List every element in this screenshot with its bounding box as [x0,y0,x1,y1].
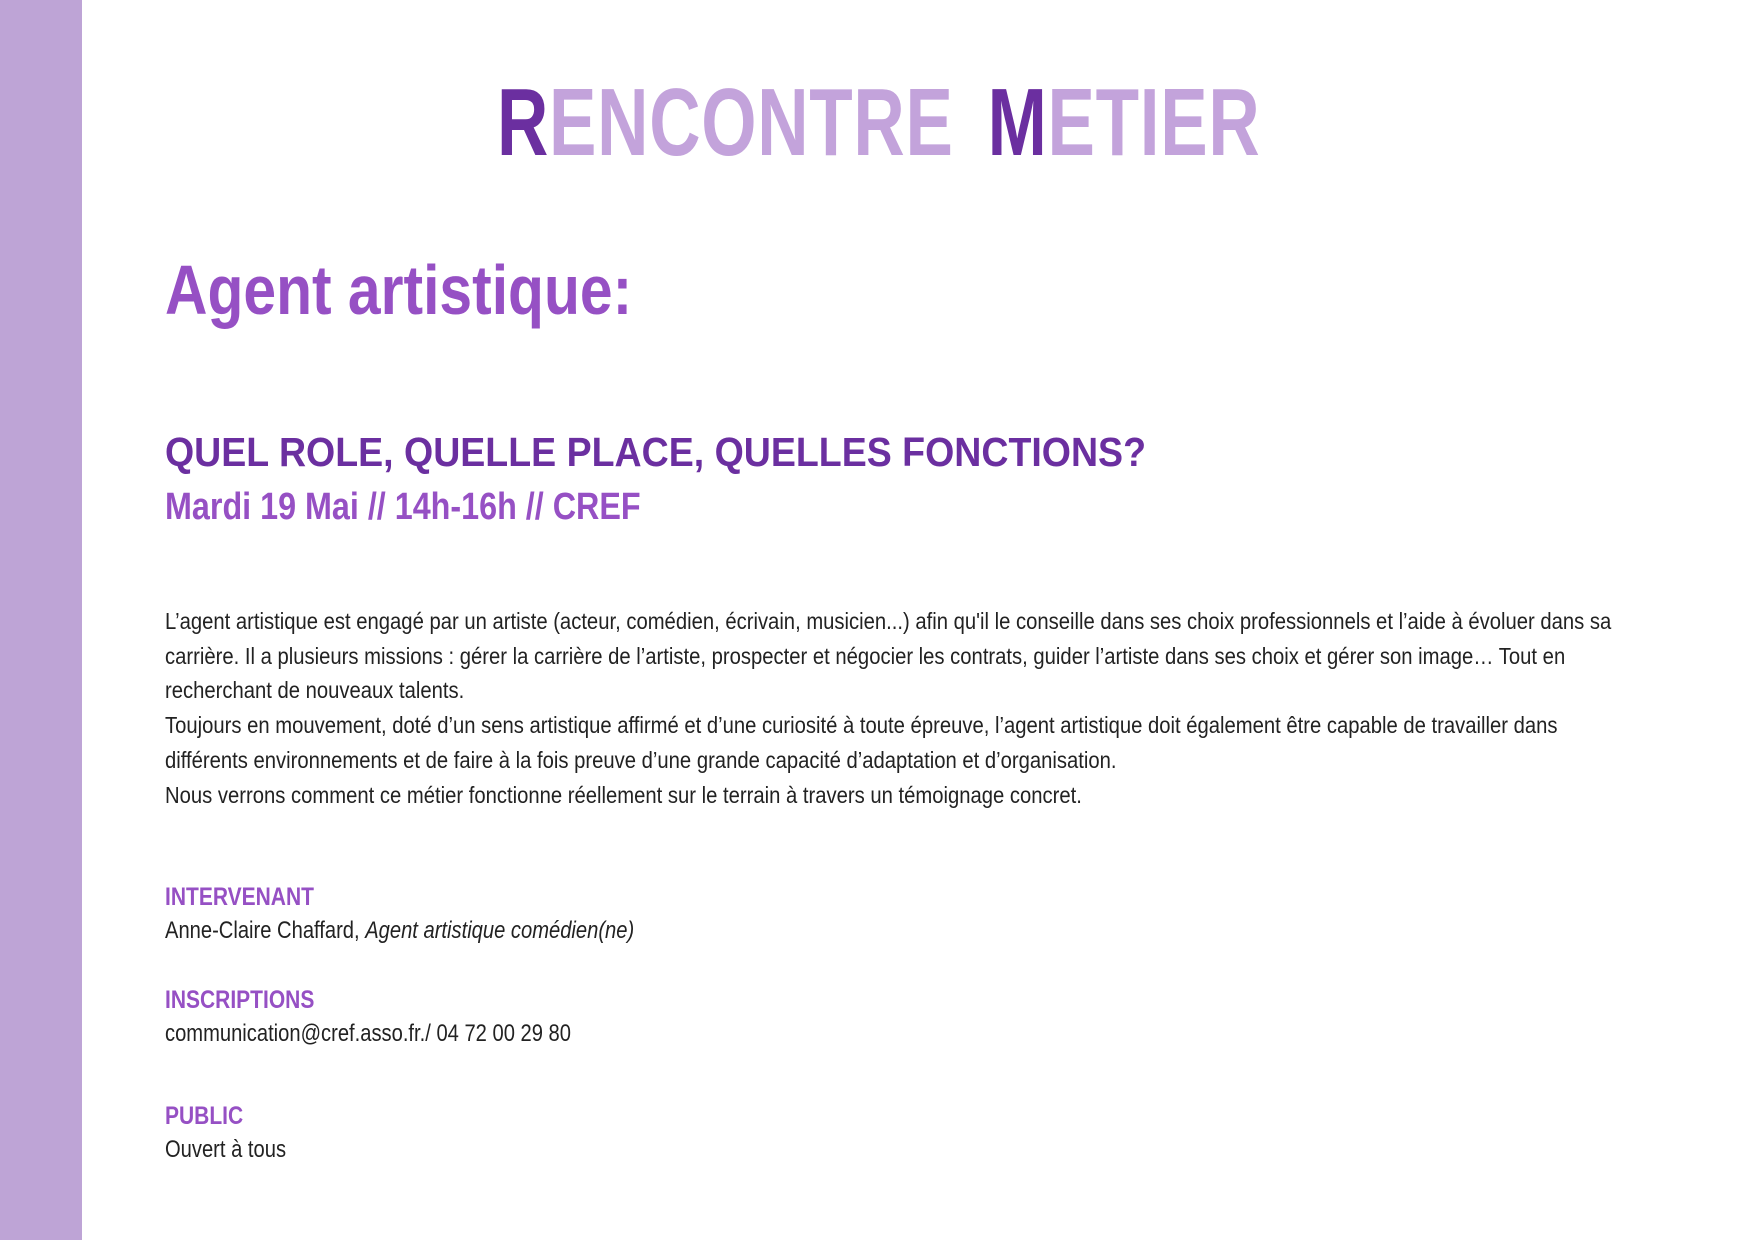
speaker-label: INTERVENANT [165,883,314,911]
masthead-word-metier: ETIER [1047,69,1261,176]
speaker-value [165,914,634,948]
description-line: carrière. Il a plusieurs missions : gérer la carrière de l’artiste, prospecter et négocier les contrats, guider l’artiste dans ses choix et gérer son image… Tout en [165,642,1566,669]
registration-label: INSCRIPTIONS [165,986,315,1014]
registration-section [165,983,571,1051]
description-line: Toujours en mouvement, doté d’un sens artistique affirmé et d’une curiosité à toute épreuve, l’agent artistique doit également être capable de travailler dans [165,712,1558,739]
subject-title: Agent artistique: [165,251,633,329]
masthead-title [497,68,1260,178]
description-line: L’agent artistique est engagé par un artiste (acteur, comédien, écrivain, musicien...) afin qu'il le conseille dans ses choix professionnels et l’aide à évoluer dans sa [165,608,1612,634]
masthead-initial-r: R [497,69,550,176]
audience-label: PUBLIC [165,1102,244,1130]
masthead-word-rencontre: ENCONTRE [549,69,954,176]
question-heading: QUEL ROLE, QUELLE PLACE, QUELLES FONCTIONS? [165,429,1147,475]
masthead-initial-m: M [987,69,1048,176]
description-line: Nous verrons comment ce métier fonctionne réellement sur le terrain à travers un témoignage concret. [165,781,1082,808]
speaker-role: Agent artistique comédien(ne) [365,917,635,944]
event-date-time-place: Mardi 19 Mai // 14h-16h // CREF [165,486,641,528]
description-line: recherchant de nouveaux talents. [165,677,465,704]
audience-value: Ouvert à tous [165,1136,287,1163]
speaker-section [165,880,634,948]
registration-contact: communication@cref.asso.fr./ 04 72 00 29 80 [165,1020,571,1047]
description [165,604,1612,812]
speaker-name: Anne-Claire Chaffard, [165,917,366,944]
audience-section [165,1099,286,1167]
decorative-side-bar [0,0,82,1240]
description-line: différents environnements et de faire à la fois preuve d’une grande capacité d’adaptation et d’organisation. [165,746,1117,773]
